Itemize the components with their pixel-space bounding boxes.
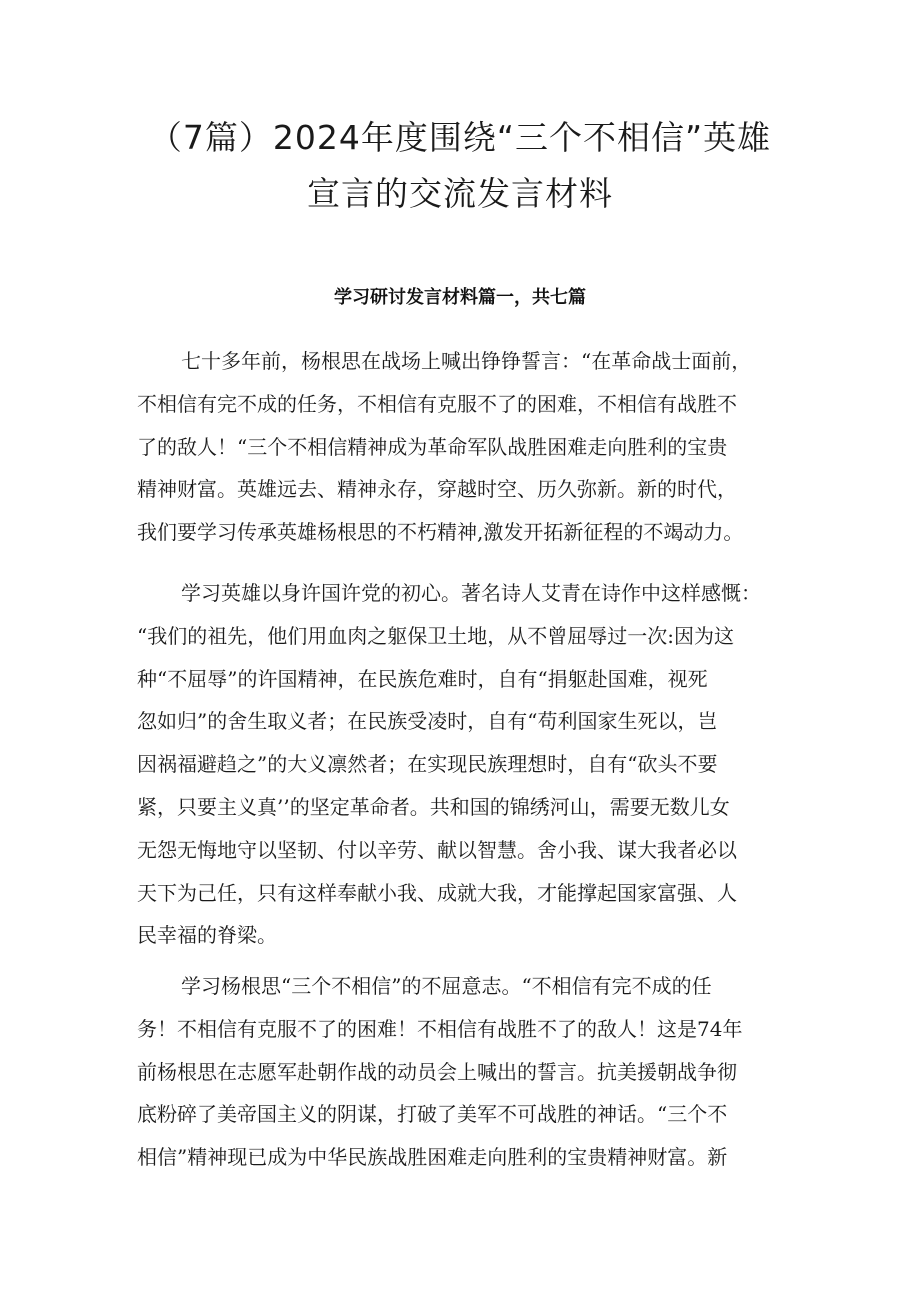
paragraph-line: 底粉碎了美帝国主义的阴谋，打破了美军不可战胜的神话。“三个不 [137,1102,728,1127]
paragraph-line: 民幸福的脊梁。 [137,923,277,948]
paragraph-line: 种“不屈辱”的许国精神，在民族危难时，自有“捐躯赴国难，视死 [137,666,708,691]
body-paragraph-1 [137,340,797,554]
paragraph-line: 相信”精神现已成为中华民族战胜困难走向胜利的宝贵精神财富。新 [137,1145,728,1170]
paragraph-line: 因祸福避趋之”的大义凛然者；在实现民族理想时，自有“砍头不要 [137,752,718,777]
body-paragraph-2 [137,572,797,957]
paragraph-line: 学习英雄以身许国许党的初心。著名诗人艾青在诗作中这样感慨： [181,581,761,605]
document-title [130,110,790,222]
paragraph-line: 前杨根思在志愿军赴朝作战的动员会上喊出的誓言。抗美援朝战争彻 [137,1059,737,1084]
paragraph-line: 务！不相信有克服不了的困难！不相信有战胜不了的敌人！这是74年 [137,1016,743,1041]
document-title-line: （7篇）2024年度围绕“三个不相信”英雄 [148,118,772,157]
paragraph-line: 紧，只要主义真’’的坚定革命者。共和国的锦绣河山，需要无数儿女 [137,794,730,819]
paragraph-line: 七十多年前，杨根思在战场上喊出铮铮誓言：“在革命战士面前， [181,349,752,373]
paragraph-line: 不相信有完不成的任务，不相信有克服不了的困难，不相信有战胜不 [137,391,737,416]
paragraph-line: 天下为己任，只有这样奉献小我、成就大我，才能撑起国家富强、人 [137,880,737,905]
paragraph-line: 我们要学习传承英雄杨根思的不朽精神,激发开拓新征程的不竭动力。 [137,520,744,545]
paragraph-line: 无怨无悔地守以坚韧、付以辛劳、献以智慧。舍小我、谋大我者必以 [137,837,737,862]
document-title-line: 宣言的交流发言材料 [307,174,613,213]
paragraph-line: 忽如归”的舍生取义者；在民族受凌时，自有“苟利国家生死以，岂 [137,709,718,734]
paragraph-line: “我们的祖先，他们用血肉之躯保卫土地，从不曾屈辱过一次:因为这 [137,623,734,648]
paragraph-line: 学习杨根思“三个不相信”的不屈意志。“不相信有完不成的任 [181,974,712,998]
section-heading: 学习研讨发言材料篇一，共七篇 [334,287,586,308]
body-paragraph-3 [137,965,797,1179]
paragraph-line: 了的敌人！“三个不相信精神成为革命军队战胜困难走向胜利的宝贵 [137,434,728,459]
paragraph-line: 精神财富。英雄远去、精神永存，穿越时空、历久弥新。新的时代， [137,477,737,502]
